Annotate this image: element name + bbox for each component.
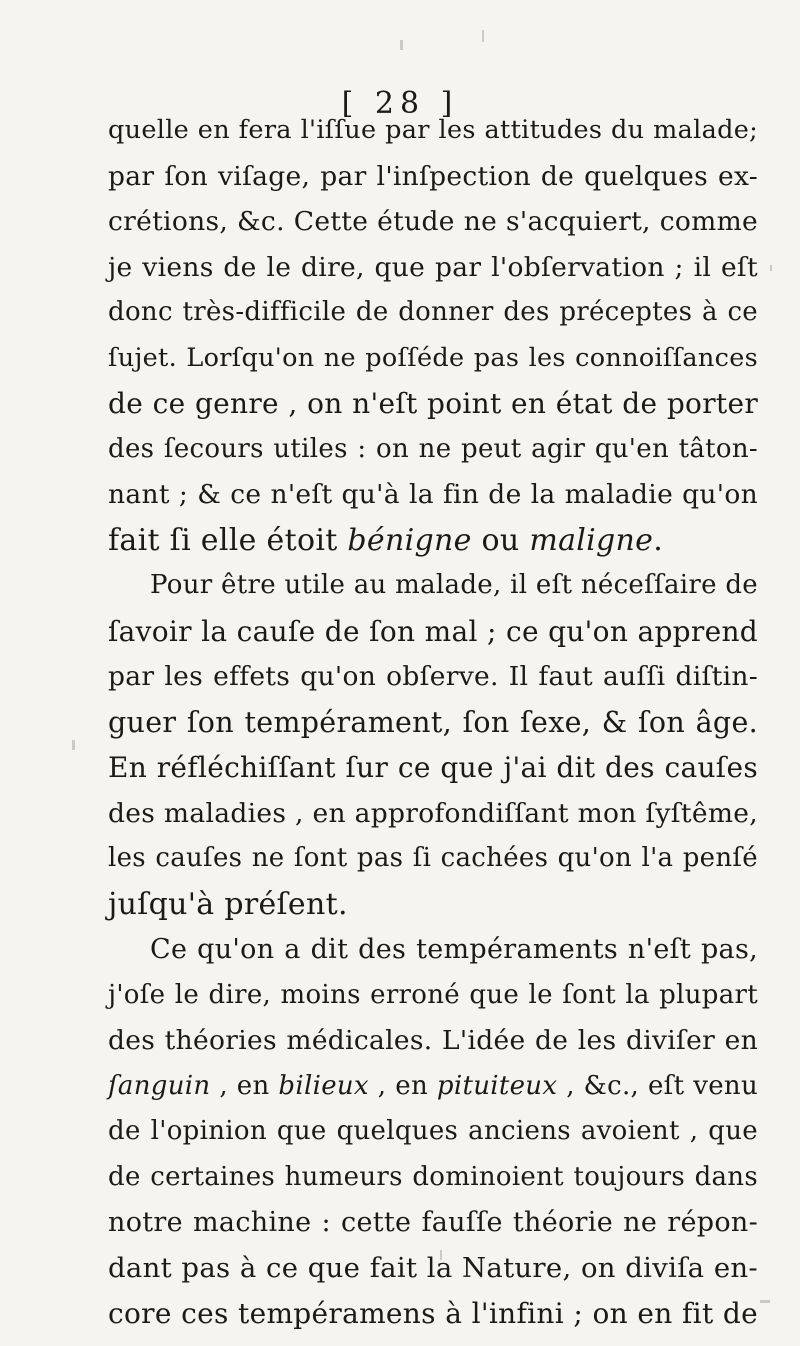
scan-speck	[440, 1250, 442, 1260]
text-line: ſavoir la cauſe de ſon mal ; ce qu'on apprend	[108, 614, 758, 648]
text-line: notre machine : cette fauſſe théorie ne répon-	[108, 1207, 758, 1238]
text-line: guer ſon tempérament, ſon ſexe, & ſon âge.	[108, 705, 758, 739]
text-line: fait ſi elle étoit bénigne ou maligne.	[108, 522, 664, 558]
text-line: donc très-difficile de donner des préceptes à ce	[108, 297, 758, 327]
scan-speck	[400, 40, 403, 50]
text-line: quelle en fera l'iſſue par les attitudes du malade;	[108, 115, 758, 145]
text-line: les cauſes ne ſont pas ſi cachées qu'on l'a penſé	[108, 843, 758, 873]
text-line: nant ; & ce n'eſt qu'à la fin de la maladie qu'on	[108, 479, 758, 510]
scan-speck	[72, 740, 75, 750]
text-line: de certaines humeurs dominoient toujours dans	[108, 1161, 758, 1192]
page-text	[108, 108, 758, 1337]
text-line: Ce qu'on a dit des tempéraments n'eſt pas,	[150, 934, 758, 965]
text-line: En réfléchiſſant ſur ce que j'ai dit des cauſes	[108, 751, 758, 784]
scan-speck	[760, 1300, 770, 1303]
text-line: je viens de le dire, que par l'obſervation ; il eſt	[108, 251, 758, 283]
text-line: des maladies , en approfondiſſant mon ſyſtême,	[108, 797, 758, 829]
text-line: par les effets qu'on obſerve. Il faut auſſi diſtin-	[108, 661, 758, 692]
text-line: crétions, &c. Cette étude ne s'acquiert, comme	[108, 206, 758, 237]
text-line: ſanguin , en bilieux , en pituiteux , &c., eſt venu	[108, 1070, 758, 1101]
text-line: dant pas à ce que fait la Nature, on diviſa en-	[108, 1251, 758, 1284]
scan-speck	[770, 265, 772, 271]
text-line: par ſon viſage, par l'inſpection de quelques ex-	[108, 160, 758, 192]
text-line: des ſecours utiles : on ne peut agir qu'en tâton-	[108, 433, 758, 464]
text-line: de ce genre , on n'eſt point en état de porter	[108, 387, 758, 420]
text-line: Pour être utile au malade, il eſt néceſſaire de	[150, 570, 758, 600]
text-line: j'oſe le dire, moins erroné que le ſont la plupart	[108, 979, 758, 1010]
text-line: de l'opinion que quelques anciens avoient , que	[108, 1116, 758, 1146]
page-number-header: [ 28 ]	[341, 86, 459, 121]
text-line: core ces tempéramens à l'infini ; on en fit de	[108, 1297, 758, 1330]
text-line: ſujet. Lorſqu'on ne poſſéde pas les connoiſſances	[108, 342, 758, 373]
scan-speck	[482, 30, 484, 42]
text-line: juſqu'à préſent.	[108, 886, 348, 922]
text-line: des théories médicales. L'idée de les diviſer en	[108, 1025, 758, 1056]
